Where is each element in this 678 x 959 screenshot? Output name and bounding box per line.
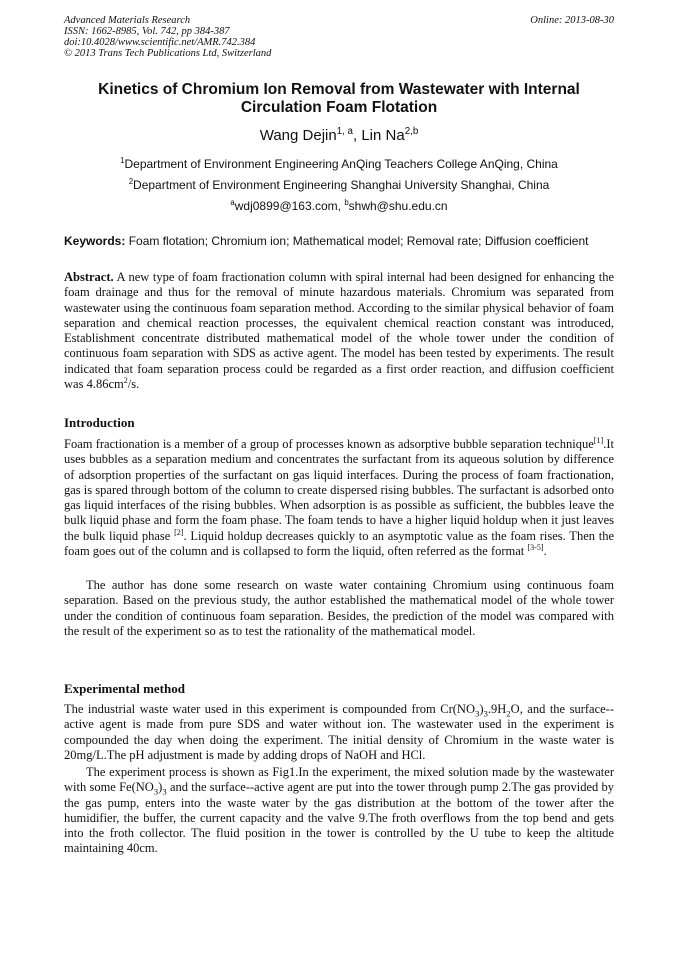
exp-p2-text-a: The experiment process is shown as Fig1.In the experiment, the mixed solution made by the wastewater with some Fe(NO [64, 765, 614, 795]
abstract-label: Abstract. [64, 270, 114, 284]
exp-p2-sub-1: 3 [153, 786, 159, 797]
author-1-affil: 1, a [336, 126, 353, 137]
experimental-paragraph-2 [64, 765, 614, 857]
title-line-1: Kinetics of Chromium Ion Removal from Wastewater with Internal [98, 81, 580, 98]
email-a: wdj0899@163.com, [234, 199, 345, 213]
experimental-paragraph-1 [64, 702, 614, 763]
exp-p1-sub-3: 2 [506, 708, 511, 719]
doi-line: doi:10.4028/www.scientific.net/AMR.742.384 [64, 37, 256, 48]
author-2-affil: 2,b [404, 126, 419, 137]
keywords-label: Keywords: [64, 234, 126, 248]
citation-3-5: [3-5] [527, 542, 544, 552]
affiliation-1-marker: 1 [120, 156, 125, 165]
abstract [64, 270, 614, 392]
email-a-marker: a [230, 198, 235, 207]
affiliation-2-text: Department of Environment Engineering Shanghai University Shanghai, China [133, 178, 550, 192]
title-line-2: Circulation Foam Flotation [240, 99, 438, 116]
affiliation-2 [64, 178, 614, 192]
email-line [64, 199, 614, 213]
abstract-text-end: /s. [127, 377, 140, 392]
exp-p1-text-a: The industrial waste water used in this experiment is compounded from Cr(NO [64, 702, 475, 716]
abstract-unit-exponent: 2 [123, 375, 128, 385]
online-date: Online: 2013-08-30 [530, 15, 614, 26]
intro-p1-text-b: .It uses bubbles as a separation medium and concentrates the surfactant from its aqueous solution by difference of adsorption properties of the surfactant on gas liquid interfaces. During the process of foam fractionation, gas is spared through bottom of the column to create dispersed rising bubbles. The surfactant is adsorbed onto gas liquid interfaces of the rising bubbles. When adsorption is as possible as sufficient, the bubbles leave the bulk liquid phase and form the foam phase. The foam tends to have a higher liquid holdup when it just leaves the bulk liquid phase [64, 437, 614, 543]
author-separator: , [352, 127, 362, 144]
keywords [64, 234, 619, 248]
exp-p2-sub-2: 3 [162, 786, 167, 797]
introduction-paragraph-2: The author has done some research on waste water containing Chromium using continuous foam separation. Based on the previous study, the author established the mathematical model of the whole tower under the condition of continuous foam separation. Besides, the prediction of the model was compared with the result of the experiment so as to test the rationality of the mathematical model. [64, 578, 614, 638]
exp-p1-text-d: O, and the surface--active agent is made from pure SDS and water without ion. The wastewater used in the experiment is compounded the day when doing the experiment. The initial density of Chromium in the waste water is 20mg/L.The pH adjustment is made by adding drops of NaOH and HCl. [64, 702, 614, 762]
introduction-heading: Introduction [64, 415, 135, 430]
affiliation-1 [64, 157, 614, 171]
intro-p1-text-d: . [543, 544, 547, 559]
exp-p2-text-c: and the surface--active agent are put into the tower through pump 2.The gas provided by the gas pump, enters into the waste water by the gas distribution at the bottom of the tower after the humidifier, the buffer, the current capacity and the valve 9.The froth overflows from the top bend and gets into the froth collector. The fluid position in the tower is controlled by the U tube to keep the altitude maintaining 40cm. [64, 780, 615, 856]
exp-p1-sub-1: 3 [474, 708, 480, 719]
experimental-heading: Experimental method [64, 681, 185, 696]
exp-p1-text-c: .9H [487, 702, 507, 716]
copyright-line: © 2013 Trans Tech Publications Ltd, Switzerland [64, 48, 272, 59]
affiliation-2-marker: 2 [128, 177, 134, 186]
issn-line: ISSN: 1662-8985, Vol. 742, pp 384-387 [64, 26, 230, 37]
email-b: shwh@shu.edu.cn [348, 199, 448, 213]
exp-p1-text-b: ) [479, 702, 484, 716]
affiliation-1-text: Department of Environment Engineering AnQing Teachers College AnQing, China [124, 157, 558, 171]
intro-p1-text-a: Foam fractionation is a member of a group of processes known as adsorptive bubble separation technique [64, 437, 594, 451]
citation-2: [2] [174, 527, 184, 537]
introduction-paragraph-1 [64, 437, 614, 559]
abstract-text: A new type of foam fractionation column with spiral internal had been designed for enhancing the foam drainage and thus for the removal of minute hazardous materials. Chromium was separated from wastewater using the continuous foam separation method. According to the similar physical behavior of foam separation and chemical reaction processes, the equivalent chemical reaction constant was introduced, Establishment concentrate distributed mathematical model of the whole tower under the condition of continuous foam separation with SDS as active agent. The model has been tested by experiments. The result indicated that foam separation process could be regarded as a first order reaction, and diffusion coefficient was 4.86cm [64, 270, 614, 392]
author-1: Wang Dejin [259, 127, 337, 144]
intro-p1-text-c: . Liquid holdup decreases quickly to an asymptotic value as the foam rises. Then the foam goes out of the column and is collapsed to form the liquid, often referred as the format [64, 528, 614, 559]
paper-title [64, 81, 614, 117]
author-2: Lin Na [361, 127, 405, 144]
keywords-text: Foam flotation; Chromium ion; Mathematical model; Removal rate; Diffusion coefficient [125, 234, 589, 248]
email-b-marker: b [344, 198, 349, 207]
author-list [64, 127, 614, 145]
journal-header [64, 15, 614, 59]
exp-p1-sub-2: 3 [483, 708, 488, 719]
journal-name: Advanced Materials Research [64, 15, 191, 26]
citation-1: [1] [593, 435, 604, 445]
exp-p2-text-b: ) [158, 780, 163, 795]
